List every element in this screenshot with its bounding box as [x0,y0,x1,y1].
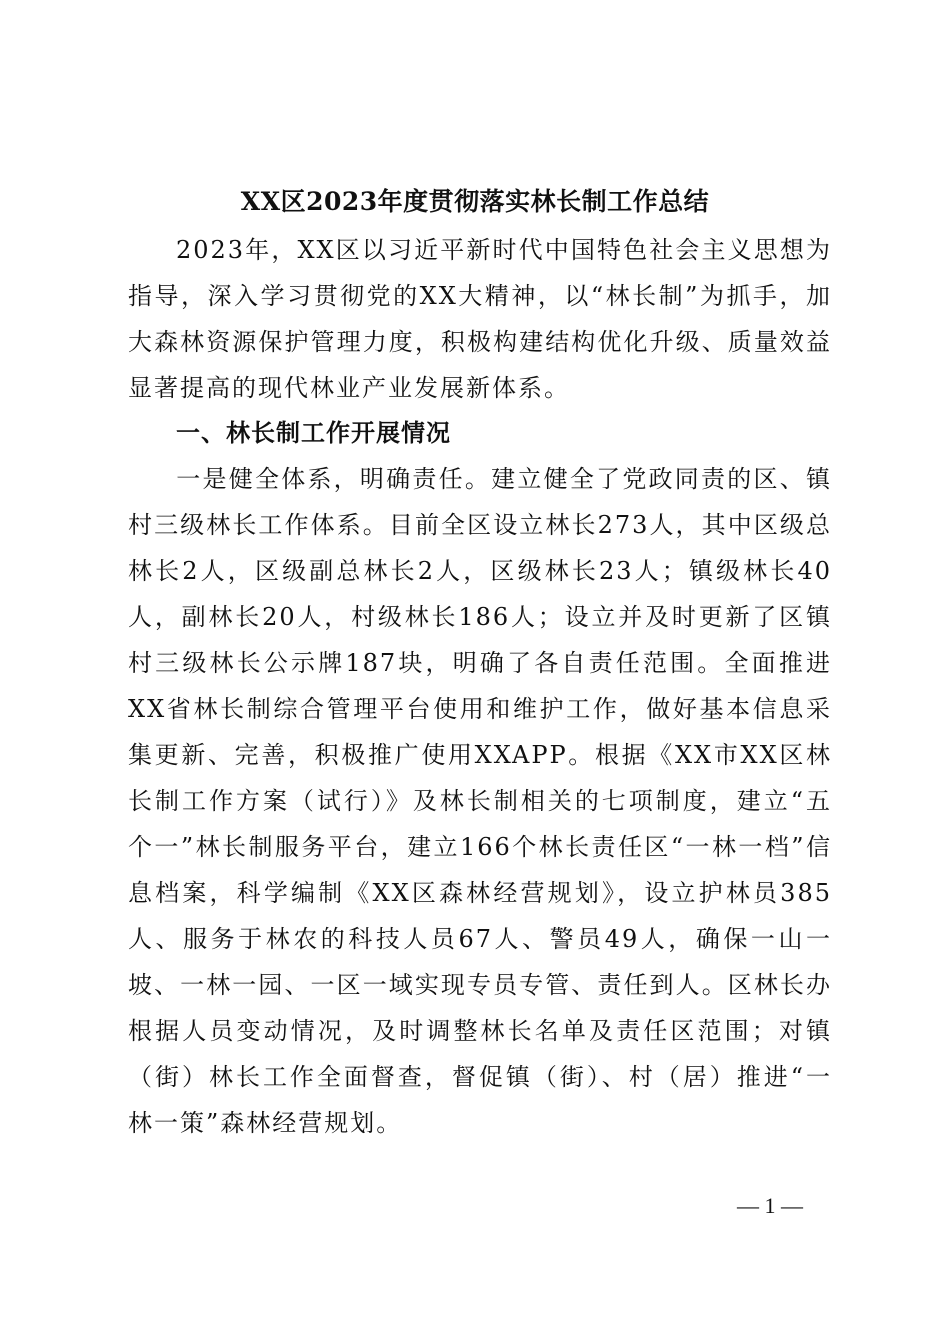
document-title: XX区2023年度贯彻落实林长制工作总结 [240,187,710,216]
body-paragraph [128,456,832,1146]
intro-text: 2023年，XX区以习近平新时代中国特色社会主义思想为指导，深入学习贯彻党的XX大精神，以“林长制”为抓手，加大森林资源保护管理力度，积极构建结构优化升级、质量效益显著提高的现代林业产业发展新体系。 [128,236,832,402]
intro-paragraph [128,227,832,411]
page-number: — 1 — [737,1193,803,1218]
section-heading: 一、林长制工作开展情况 [176,419,451,447]
body-paragraph-text: 一是健全体系，明确责任。建立健全了党政同责的区、镇村三级林长工作体系。目前全区设立林长273人，其中区级总林长2人，区级副总林长2人，区级林长23人；镇级林长40人，副林长20人，村级林长186人；设立并及时更新了区镇村三级林长公示牌187块，明确了各自责任范围。全面推进XX省林长制综合管理平台使用和维护工作，做好基本信息采集更新、完善，积极推广使用XXAPP。根据《XX市XX区林长制工作方案（试行）》及林长制相关的七项制度，建立“五个一”林长制服务平台，建立166个林长责任区“一林一档”信息档案，科学编制《XX区森林经营规划》，设立护林员385人、服务于林农的科技人员67人、警员49人，确保一山一坡、一林一园、一区一域实现专员专管、责任到人。区林长办根据人员变动情况，及时调整林长名单及责任区范围；对镇（街）林长工作全面督查，督促镇（街）、村（居）推进“一林一策”森林经营规划。 [128,465,832,1137]
